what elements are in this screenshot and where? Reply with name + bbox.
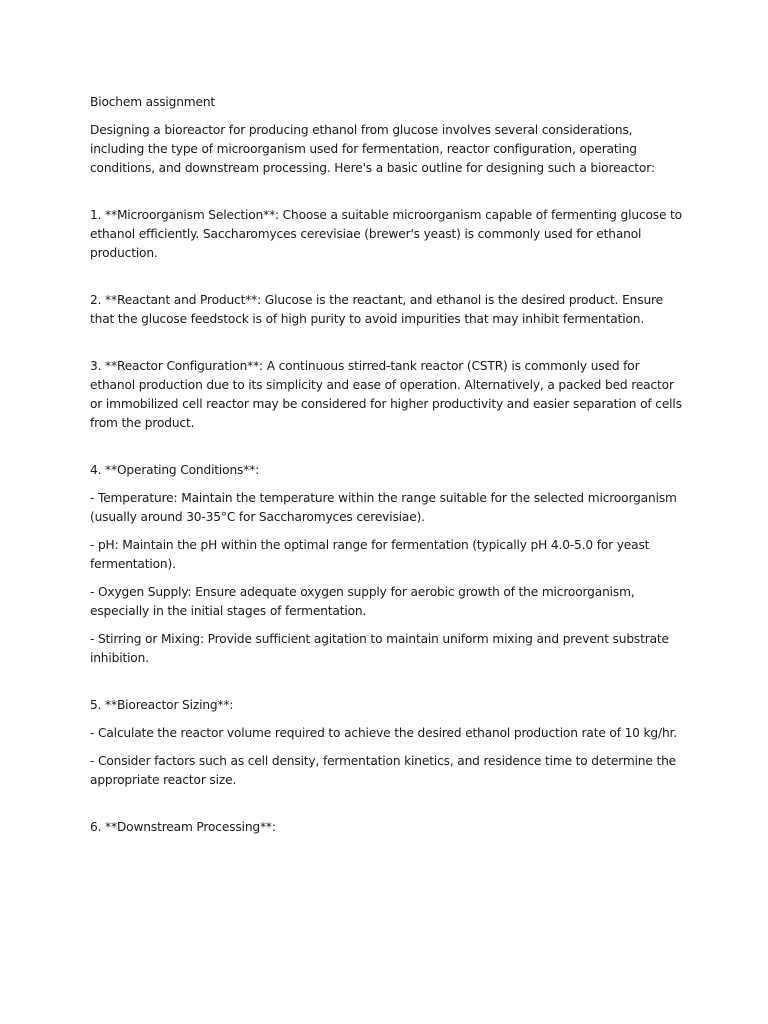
- section-operating-conditions-heading: 4. **Operating Conditions**:: [90, 463, 260, 477]
- intro-paragraph: Designing a bioreactor for producing ethanol from glucose involves several considerations, including the type of microorganism used for fermentation, reactor configuration, operating conditions, and downstream processing. Here's a basic outline for designing such a bioreactor:: [90, 123, 655, 175]
- document-title: Biochem assignment: [90, 95, 216, 109]
- spacer: [90, 348, 685, 357]
- section-reactor-configuration: 3. **Reactor Configuration**: A continuous stirred-tank reactor (CSTR) is commonly used for ethanol production due to its simplicity and ease of operation. Alternatively, a packed bed reactor or immobilized cell reactor may be considered for higher productivity and easier separation of cells from the product.: [90, 359, 682, 430]
- spacer: [90, 263, 685, 282]
- spacer: [90, 282, 685, 291]
- spacer: [90, 668, 685, 687]
- spacer: [90, 197, 685, 206]
- list-item-oxygen-supply: - Oxygen Supply: Ensure adequate oxygen supply for aerobic growth of the microorganism, especially in the initial stages of fermentation.: [90, 585, 635, 618]
- spacer: [90, 433, 685, 452]
- list-item-reactor-volume: - Calculate the reactor volume required to achieve the desired ethanol production rate of 10 kg/hr.: [90, 726, 678, 740]
- spacer: [90, 178, 685, 197]
- list-item-temperature: - Temperature: Maintain the temperature within the range suitable for the selected microorganism (usually around 30-35°C for Saccharomyces cerevisiae).: [90, 491, 677, 524]
- spacer: [90, 790, 685, 809]
- spacer: [90, 809, 685, 818]
- spacer: [90, 574, 685, 583]
- spacer: [90, 715, 685, 724]
- list-item-sizing-factors: - Consider factors such as cell density, fermentation kinetics, and residence time to determine the appropriate reactor size.: [90, 754, 677, 787]
- section-bioreactor-sizing-heading: 5. **Bioreactor Sizing**:: [90, 698, 234, 712]
- list-item-stirring-mixing: - Stirring or Mixing: Provide sufficient agitation to maintain uniform mixing and prevent substrate inhibition.: [90, 632, 669, 665]
- spacer: [90, 452, 685, 461]
- spacer: [90, 480, 685, 489]
- section-microorganism-selection: 1. **Microorganism Selection**: Choose a suitable microorganism capable of fermenting glucose to ethanol efficiently. Saccharomyces cerevisiae (brewer's yeast) is commonly used for ethanol production.: [90, 208, 682, 260]
- spacer: [90, 329, 685, 348]
- section-downstream-processing-heading: 6. **Downstream Processing**:: [90, 820, 276, 834]
- list-item-ph: - pH: Maintain the pH within the optimal range for fermentation (typically pH 4.0-5.0 for yeast fermentation).: [90, 538, 650, 571]
- section-reactant-and-product: 2. **Reactant and Product**: Glucose is the reactant, and ethanol is the desired product. Ensure that the glucose feedstock is of high purity to avoid impurities that may inhibit fermentation.: [90, 293, 663, 326]
- spacer: [90, 621, 685, 630]
- spacer: [90, 743, 685, 752]
- spacer: [90, 527, 685, 536]
- spacer: [90, 687, 685, 696]
- document-body: [90, 93, 685, 837]
